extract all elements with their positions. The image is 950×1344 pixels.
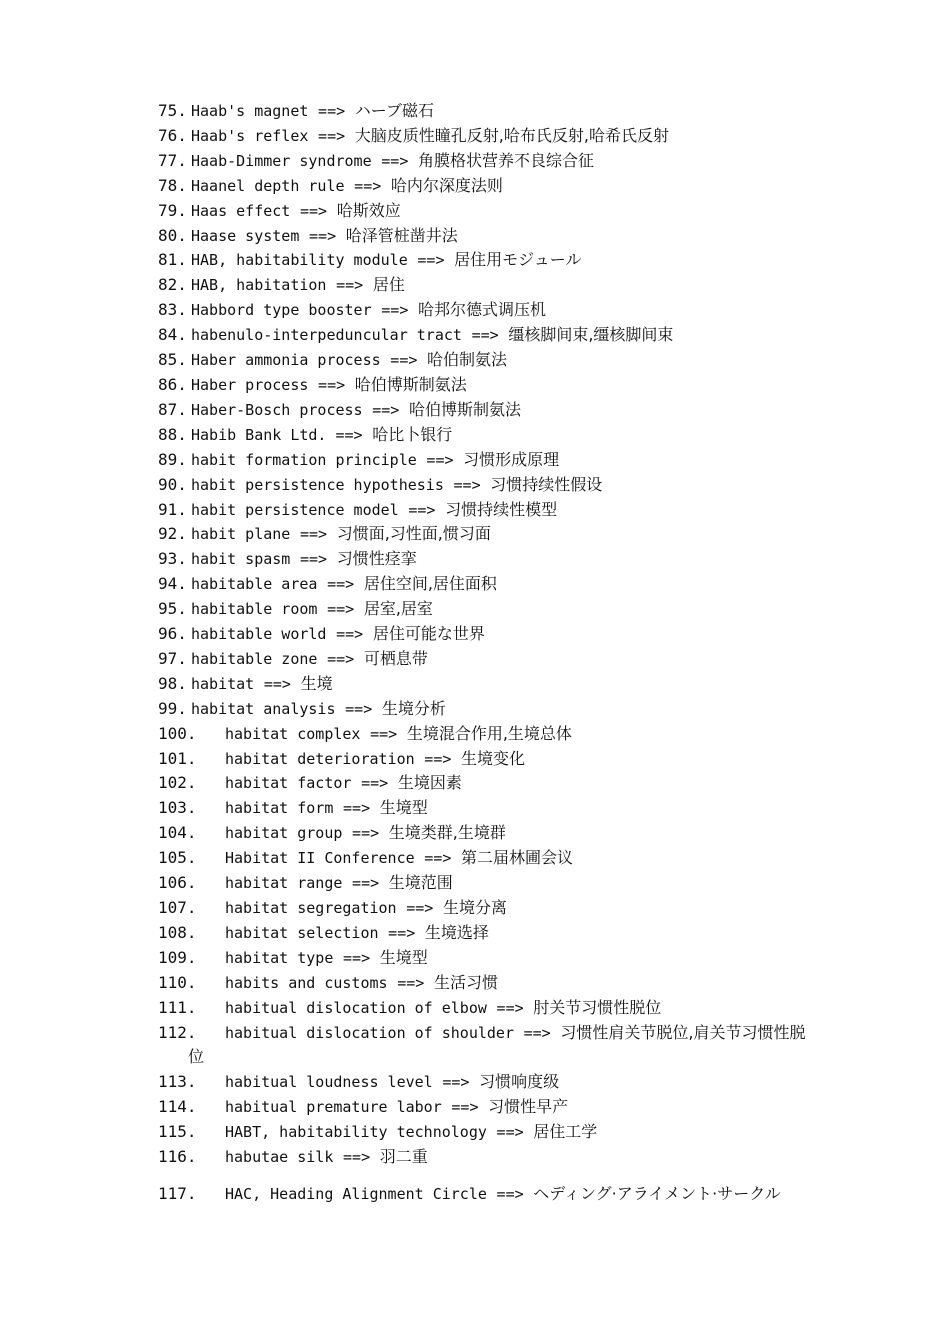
entry-arrow: ==>: [424, 849, 452, 868]
entry-number: 81.: [158, 250, 187, 270]
list-item: [158, 771, 888, 796]
entry-number: 87.: [158, 399, 187, 419]
entry-translation: 习惯性肩关节脱位,肩关节习惯性脱: [560, 1022, 806, 1042]
entry-arrow: ==>: [318, 375, 346, 394]
entry-number: 84.: [158, 325, 187, 345]
entry-term: habit persistence hypothesis: [191, 475, 444, 494]
entry-arrow: ==>: [388, 923, 416, 942]
entry-arrow: ==>: [397, 973, 425, 992]
entry-translation: 生境型: [379, 947, 428, 967]
entry-translation: 哈比卜银行: [372, 424, 453, 444]
entry-translation: 习惯面,习性面,惯习面: [336, 524, 491, 544]
entry-arrow: ==>: [523, 1023, 551, 1042]
entry-number: 76.: [158, 125, 187, 145]
entry-term: habitual dislocation of elbow: [225, 998, 487, 1017]
entry-arrow: ==>: [381, 301, 409, 320]
entry-arrow: ==>: [352, 824, 380, 843]
entry-number: 95.: [158, 599, 187, 619]
list-item: [158, 224, 888, 249]
entry-arrow: ==>: [354, 176, 382, 195]
list-item: [158, 1182, 888, 1207]
entry-arrow: ==>: [343, 799, 371, 818]
list-item: [158, 1095, 888, 1120]
list-item: [158, 124, 888, 149]
list-item: [158, 871, 888, 896]
entry-translation: 生境选择: [424, 922, 489, 942]
entry-translation: 居住工学: [533, 1122, 598, 1142]
entry-term: Habib Bank Ltd.: [191, 425, 336, 444]
entry-number: 116.: [158, 1147, 197, 1167]
entry-arrow: ==>: [327, 575, 355, 594]
entry-arrow: ==>: [336, 625, 364, 644]
entry-number: 105.: [158, 848, 197, 868]
entry-translation: 缰核脚间束,缰核脚间束: [508, 325, 674, 345]
entry-arrow: ==>: [426, 450, 454, 469]
entry-number: 103.: [158, 798, 197, 818]
entry-number: 85.: [158, 350, 187, 370]
entry-term: habitat deterioration: [225, 749, 415, 768]
entry-arrow: ==>: [453, 475, 481, 494]
entry-number: 94.: [158, 574, 187, 594]
entry-term: habitable zone: [191, 649, 318, 668]
entry-number: 77.: [158, 150, 187, 170]
list-item: [158, 498, 888, 523]
entry-term: HAC, Heading Alignment Circle: [225, 1184, 487, 1203]
entry-arrow: ==>: [442, 1073, 470, 1092]
entry-term: HAB, habitability module: [191, 251, 408, 270]
entry-term: habit spasm: [191, 550, 291, 569]
list-item: [158, 747, 888, 772]
entry-number: 96.: [158, 624, 187, 644]
entry-translation: 生境分离: [442, 898, 507, 917]
entry-term: habit formation principle: [191, 450, 417, 469]
entry-number: 83.: [158, 300, 187, 320]
entry-translation: 生境变化: [461, 748, 526, 768]
entry-term: habits and customs: [225, 973, 388, 992]
entry-term: habit plane: [191, 525, 291, 544]
entry-arrow: ==>: [496, 1123, 524, 1142]
entry-term: Haber ammonia process: [191, 351, 381, 370]
entry-arrow: ==>: [336, 276, 364, 295]
entry-number: 98.: [158, 673, 187, 693]
entry-translation: 居室,居室: [363, 599, 433, 619]
entry-number: 89.: [158, 449, 187, 469]
list-item: [158, 248, 888, 273]
entry-number: 93.: [158, 549, 187, 569]
entry-number: 107.: [158, 898, 197, 917]
entry-translation: 生境范围: [388, 873, 453, 893]
entry-arrow: ==>: [343, 1148, 371, 1167]
list-item: [158, 1070, 888, 1095]
entry-translation: 生境因素: [397, 773, 462, 793]
entry-term: Haab's reflex: [191, 126, 309, 145]
entry-term: Haanel depth rule: [191, 176, 345, 195]
entry-translation: 生境: [300, 673, 333, 693]
entry-term: habitable area: [191, 575, 318, 594]
list-item: [158, 1145, 888, 1170]
entry-number: 108.: [158, 922, 197, 942]
entry-translation: 哈伯博斯制氨法: [354, 374, 467, 394]
list-item: [158, 273, 888, 298]
entry-term: Habbord type booster: [191, 301, 372, 320]
list-item: [158, 298, 888, 323]
entry-translation: 哈伯博斯制氨法: [408, 399, 521, 419]
entry-translation: 习惯性痉挛: [336, 549, 417, 569]
entry-translation: 生境型: [379, 798, 428, 818]
entry-number: 91.: [158, 499, 187, 519]
list-item: [158, 1120, 888, 1145]
entry-number: 106.: [158, 873, 197, 893]
entry-term: Haab's magnet: [191, 102, 309, 120]
entry-term: habitual dislocation of shoulder: [225, 1023, 514, 1042]
entry-term: habitat complex: [225, 724, 361, 743]
entry-arrow: ==>: [309, 226, 337, 245]
entry-arrow: ==>: [408, 500, 436, 519]
entry-number: 86.: [158, 374, 187, 394]
list-item: [158, 946, 888, 971]
entry-translation: 习惯响度级: [479, 1072, 560, 1092]
list-item: [158, 199, 888, 224]
entry-translation: 居住空间,居住面积: [363, 574, 497, 594]
entry-term: habitat selection: [225, 923, 379, 942]
list-item: [158, 896, 888, 921]
entry-translation: 居住用モジュール: [454, 250, 582, 270]
list-item: [158, 448, 888, 473]
entry-term: habitat: [191, 674, 255, 693]
entry-arrow: ==>: [406, 899, 434, 917]
list-item: [158, 348, 888, 373]
entry-translation: 哈邦尔德式调压机: [418, 300, 547, 320]
entry-number: 99.: [158, 698, 187, 718]
entry-translation: 肘关节习惯性脱位: [533, 997, 662, 1017]
entry-number: 88.: [158, 424, 187, 444]
entry-arrow: ==>: [343, 948, 371, 967]
entry-translation: 哈伯制氨法: [427, 350, 508, 370]
entry-number: 100.: [158, 723, 197, 743]
entry-term: Haas effect: [191, 201, 291, 220]
entry-arrow: ==>: [471, 326, 499, 345]
entry-number: 112.: [158, 1022, 197, 1042]
list-item: [158, 547, 888, 572]
entry-arrow: ==>: [451, 1098, 479, 1117]
entry-number: 78.: [158, 175, 187, 195]
entry-number: 75.: [158, 101, 187, 120]
list-item: [158, 99, 888, 124]
entry-term: Haber process: [191, 375, 309, 394]
entry-number: 92.: [158, 524, 187, 544]
entry-number: 117.: [158, 1183, 197, 1203]
entry-number: 109.: [158, 947, 197, 967]
entry-arrow: ==>: [372, 400, 400, 419]
entry-arrow: ==>: [496, 998, 524, 1017]
entry-translation: 生境类群,生境群: [388, 823, 506, 843]
entry-number: 113.: [158, 1072, 197, 1092]
entry-arrow: ==>: [318, 102, 346, 120]
entry-translation: 角膜格状营养不良综合征: [418, 150, 595, 170]
entry-translation: 生境混合作用,生境总体: [406, 723, 572, 743]
list-item: [158, 672, 888, 697]
entry-arrow: ==>: [299, 201, 328, 220]
entry-term: habitat group: [225, 824, 343, 843]
entry-term: habitat segregation: [225, 899, 397, 917]
entry-term: HAB, habitation: [191, 276, 327, 295]
entry-term: habitable world: [191, 625, 327, 644]
entry-translation: ヘディング·アライメント·サークル: [533, 1183, 781, 1203]
entry-arrow: ==>: [496, 1184, 524, 1203]
entry-term: Haber-Bosch process: [191, 400, 363, 419]
list-item: [158, 796, 888, 821]
list-item: [158, 373, 888, 398]
entry-arrow: ==>: [390, 351, 418, 370]
list-item: [158, 846, 888, 871]
entry-term: habutae silk: [225, 1148, 334, 1167]
entry-translation: 大脑皮质性瞳孔反射,哈布氏反射,哈希氏反射: [354, 125, 669, 145]
list-item: [158, 149, 888, 174]
entry-translation: 第二届林圃会议: [461, 848, 574, 868]
list-item: [158, 174, 888, 199]
entry-translation: 习惯形成原理: [463, 449, 560, 469]
entry-translation: 习惯持续性模型: [445, 499, 558, 519]
entry-number: 82.: [158, 275, 187, 295]
entry-term: habitable room: [191, 600, 318, 619]
entry-arrow: ==>: [263, 674, 291, 693]
entry-arrow: ==>: [327, 600, 355, 619]
list-item: [158, 597, 888, 622]
entry-number: 111.: [158, 997, 197, 1017]
entry-term: habenulo-interpeduncular tract: [191, 326, 462, 345]
entry-number: 79.: [158, 200, 187, 220]
entry-term: Habitat II Conference: [225, 849, 415, 868]
entry-number: 114.: [158, 1097, 197, 1117]
entry-arrow: ==>: [318, 126, 346, 145]
entry-translation: 习惯持续性假设: [490, 474, 603, 494]
entry-arrow: ==>: [299, 550, 328, 569]
list-item: [158, 572, 888, 597]
entry-arrow: ==>: [352, 874, 380, 893]
entry-arrow: ==>: [381, 151, 409, 170]
entry-term: habitual premature labor: [225, 1098, 442, 1117]
entry-term: habit persistence model: [191, 500, 399, 519]
entry-number: 110.: [158, 972, 197, 992]
entry-arrow: ==>: [299, 525, 328, 544]
entry-number: 104.: [158, 823, 197, 843]
list-item: [158, 996, 888, 1021]
entry-term: habitat analysis: [191, 699, 336, 718]
entry-translation: 生活习惯: [433, 972, 498, 992]
list-item: [158, 921, 888, 946]
entry-arrow: ==>: [335, 425, 363, 444]
entry-translation: ハーブ磁石: [354, 101, 434, 120]
entry-number: 80.: [158, 225, 187, 245]
entry-translation-continuation: 位: [188, 1047, 205, 1067]
entry-term: habitual loudness level: [225, 1073, 433, 1092]
entry-term: HABT, habitability technology: [225, 1123, 487, 1142]
list-item: [158, 971, 888, 996]
entry-number: 90.: [158, 474, 187, 494]
entry-term: habitat factor: [225, 774, 352, 793]
list-item-continuation: [158, 1045, 888, 1070]
entry-translation: 哈内尔深度法则: [390, 175, 503, 195]
list-item: [158, 473, 888, 498]
list-item: [158, 821, 888, 846]
entry-translation: 哈斯效应: [336, 200, 401, 220]
entry-translation: 哈泽管桩凿井法: [345, 225, 458, 245]
entry-arrow: ==>: [424, 749, 452, 768]
entry-number: 101.: [158, 748, 197, 768]
entry-term: Haab-Dimmer syndrome: [191, 151, 372, 170]
list-item: [158, 398, 888, 423]
entry-arrow: ==>: [417, 251, 445, 270]
list-item: [158, 522, 888, 547]
list-item: [158, 1021, 888, 1046]
entry-arrow: ==>: [370, 724, 398, 743]
entry-translation: 居住: [372, 275, 405, 295]
entry-translation: 羽二重: [379, 1147, 428, 1167]
entry-term: habitat type: [225, 948, 334, 967]
glossary-list: [158, 99, 888, 1207]
entry-arrow: ==>: [345, 699, 373, 718]
entry-term: habitat range: [225, 874, 343, 893]
entry-translation: 可栖息带: [363, 648, 428, 668]
list-item: [158, 647, 888, 672]
entry-number: 115.: [158, 1122, 197, 1142]
entry-translation: 生境分析: [381, 698, 446, 718]
entry-number: 97.: [158, 648, 187, 668]
entry-term: habitat form: [225, 799, 334, 818]
list-item: [158, 722, 888, 747]
entry-number: 102.: [158, 773, 197, 793]
list-item: [158, 323, 888, 348]
entry-term: Haase system: [191, 226, 300, 245]
entry-translation: 习惯性早产: [488, 1097, 569, 1117]
list-item: [158, 622, 888, 647]
entry-arrow: ==>: [361, 774, 389, 793]
entry-translation: 居住可能な世界: [372, 624, 485, 644]
list-item: [158, 423, 888, 448]
list-item: [158, 697, 888, 722]
entry-arrow: ==>: [327, 649, 355, 668]
